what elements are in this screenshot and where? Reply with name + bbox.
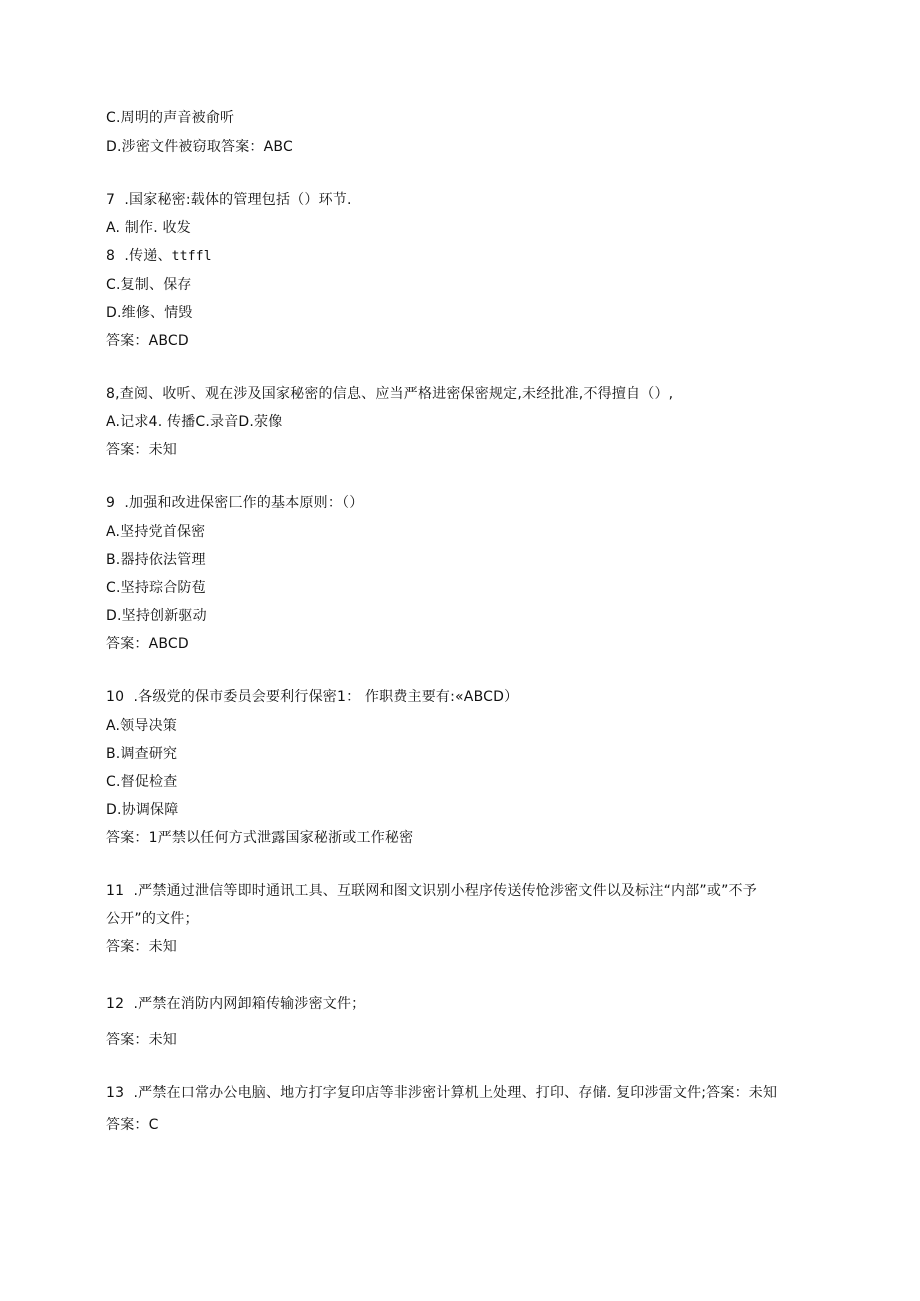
option-b-q10: B.调查研究 (106, 746, 178, 762)
answer-q10: 答案：1严禁以任何方式泄露国家秘浙或工作秘密 (106, 830, 414, 846)
option-c-q6: C.周明的声音被俞听 (106, 110, 235, 126)
answer-q7: 答案：ABCD (106, 333, 189, 349)
question-13: 13 .严禁在口常办公电脑、地方打字复印店等非涉密计算机上处理、打印、存储. 复印涉雷文件;答案：未知 (106, 1085, 778, 1101)
option-c-q7: C.复制、保存 (106, 277, 192, 293)
options-q8: A.记求4. 传播C.录音D.荥像 (106, 414, 283, 430)
answer-q11: 答案：未知 (106, 939, 177, 955)
option-b-q7-garbled: ttffl (171, 249, 212, 264)
question-12: 12 .严禁在消防内网卸箱传输涉密文件； (106, 996, 366, 1012)
question-8: 8,查阅、收听、观在涉及国家秘密的信息、应当严格进密保密规定,未经批准,不得擅自（）, (106, 386, 674, 402)
option-a-q7: A. 制作. 收发 (106, 220, 191, 236)
question-11-continued: 公开”的文件； (106, 911, 199, 927)
option-b-q7 (106, 247, 212, 266)
answer-q12: 答案：未知 (106, 1032, 177, 1048)
option-d-q9: D.坚持创新驱动 (106, 608, 207, 624)
option-c-q9: C.坚持琮合防苞 (106, 580, 206, 596)
option-b-q9: B.器持依法管理 (106, 552, 206, 568)
answer-q8: 答案：未知 (106, 442, 177, 458)
question-10: 10 .各级党的保市委员会要利行保密1： 作职费主要有:«ABCD） (106, 689, 519, 705)
question-9: 9 .加强和改进保密匚作的基本原则：（） (106, 495, 364, 511)
option-b-q7-text: 8 .传递、 (106, 248, 172, 264)
option-d-q7: D.维修、情毁 (106, 305, 193, 321)
question-7: 7 .国家秘密:载体的管理包括（）环节. (106, 192, 352, 208)
answer-q9: 答案：ABCD (106, 636, 189, 652)
answer-q13: 答案：C (106, 1117, 159, 1133)
option-a-q9: A.坚持党首保密 (106, 524, 206, 540)
option-d-q10: D.协调保障 (106, 802, 179, 818)
question-11: 11 .严禁通过泄信等即时通讯工具、互联网和图文识别小程序传送传怆涉密文件以及标注“内部”或”不予 (106, 883, 757, 899)
option-a-q10: A.领导决策 (106, 718, 177, 734)
option-c-q10: C.督促检查 (106, 774, 178, 790)
option-d-q6-answer: D.涉密文件被窃取答案：ABC (106, 139, 293, 155)
